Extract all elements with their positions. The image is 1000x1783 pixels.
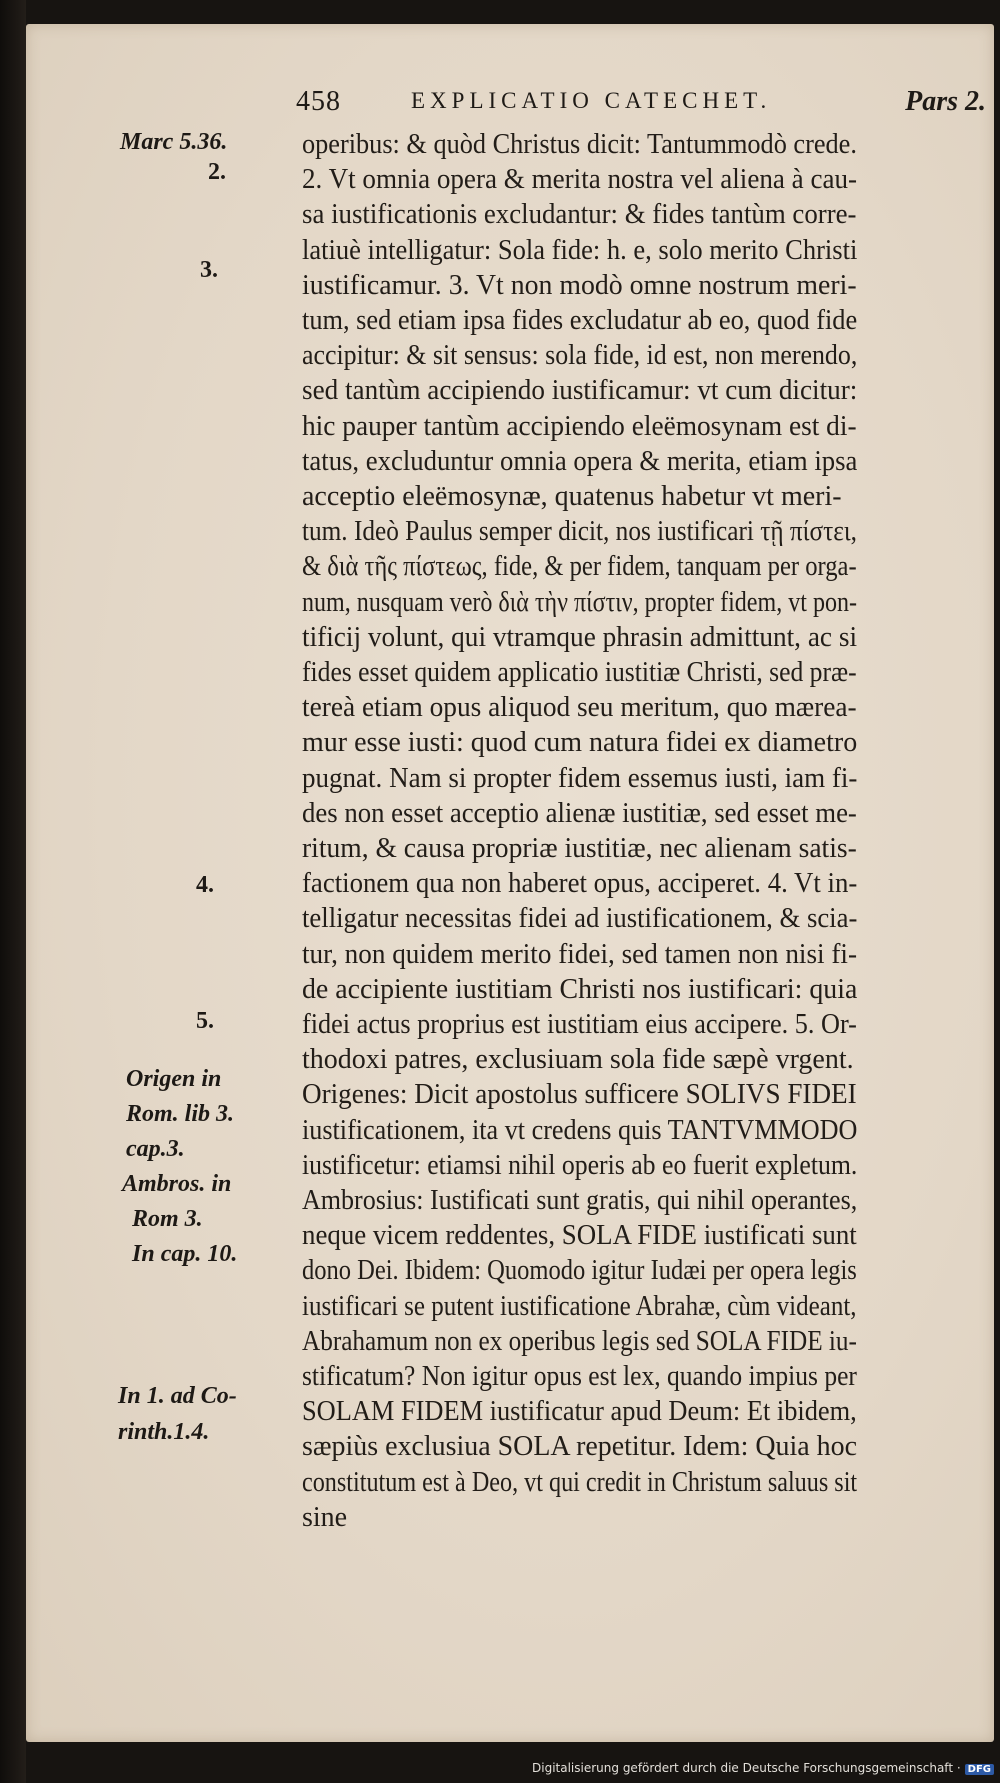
margin-note: cap.3. [126, 1136, 185, 1162]
text-line: Abrahamum non ex operibus legis sed SOLA FIDE iu- [302, 1325, 857, 1357]
text-line: neque vicem reddentes, SOLA FIDE iustificati sunt [302, 1220, 857, 1252]
text-line: stificatum? Non igitur opus est lex, quando impius per [302, 1361, 857, 1392]
text-line: tur, non quidem merito fidei, sed tamen non nisi fi- [302, 938, 858, 970]
margin-note: In cap. 10. [132, 1241, 238, 1267]
margin-note: Ambros. in [122, 1171, 232, 1197]
text-line: constitutum est à Deo, vt qui credit in Christum saluus sit [302, 1466, 858, 1498]
margin-note: Marc 5.36. [120, 129, 228, 155]
text-line: iustificetur: etiamsi nihil operis ab eo fuerit expletum. [302, 1149, 858, 1181]
margin-note: Rom. lib 3. [126, 1101, 235, 1127]
text-line: ritum, & causa propriæ iustitiæ, nec alienam satis- [302, 833, 857, 864]
text-line: thodoxi patres, exclusiuam sola fide sæpè vrgent. [302, 1044, 854, 1076]
text-line: Ambrosius: Iustificati sunt gratis, qui nihil operantes, [302, 1185, 858, 1216]
text-line: acceptio eleëmosynæ, quatenus habetur vt meri- [302, 481, 842, 512]
margin-note: rinth.1.4. [118, 1419, 210, 1445]
section-label: Pars 2. [905, 86, 986, 117]
text-line: Origenes: Dicit apostolus sufficere SOLIVS FIDEI [302, 1079, 857, 1111]
margin-note: 2. [208, 159, 226, 185]
text-line: tum, sed etiam ipsa fides excludatur ab eo, quod fide [302, 305, 858, 336]
text-line: & διὰ τῆς πίστεως, fide, & per fidem, tanquam per orga- [302, 551, 857, 583]
text-line: sine [302, 1501, 348, 1533]
digitization-credit [532, 1761, 994, 1775]
page-number: 458 [296, 86, 341, 117]
page-header [296, 86, 986, 126]
text-line: hic pauper tantùm accipiendo eleëmosynam est di- [302, 410, 857, 442]
text-line: operibus: & quòd Christus dicit: Tantummodò crede. [302, 129, 857, 160]
text-line: accipitur: & sit sensus: sola fide, id est, non merendo, [302, 340, 858, 372]
text-line: tificij volunt, qui vtramque phrasin admittunt, ac si [302, 621, 858, 653]
text-line: latiuè intelligatur: Sola fide: h. e, solo merito Christi [302, 234, 858, 266]
text-line: tereà etiam opus aliquod seu meritum, quo mærea- [302, 692, 857, 724]
text-line: tatus, excluduntur omnia opera & merita, etiam ipsa [302, 445, 858, 477]
text-line: telligatur necessitas fidei ad iustificationem, & scia- [302, 903, 858, 935]
text-line: sæpiùs exclusiua SOLA repetitur. Idem: Quia hoc [302, 1431, 858, 1463]
book-page [26, 24, 994, 1742]
text-line: num, nusquam verò διὰ τὴν πίστιν, propter fidem, vt pon- [302, 586, 858, 618]
credit-text: Digitalisierung gefördert durch die Deutsche Forschungsgemeinschaft · [532, 1761, 961, 1775]
text-line: fides esset quidem applicatio iustitiæ Christi, sed præ- [302, 657, 857, 688]
dfg-logo: DFG [965, 1764, 994, 1775]
text-line: dono Dei. Ibidem: Quomodo igitur Iudæi per opera legis [302, 1255, 857, 1287]
margin-note: 3. [200, 257, 218, 283]
text-line: factionem qua non haberet opus, acciperet. 4. Vt in- [302, 868, 858, 900]
text-line: iustificationem, ita vt credens quis TANTVMMODO [302, 1114, 858, 1146]
margin-note: Origen in [126, 1066, 222, 1092]
text-line: pugnat. Nam si propter fidem essemus iusti, iam fi- [302, 762, 858, 794]
margin-note: 4. [196, 872, 214, 898]
running-title: EXPLICATIO CATECHET. [411, 88, 772, 113]
text-line: iustificari se putent iustificatione Abrahæ, cùm videant, [302, 1290, 857, 1322]
text-line: 2. Vt omnia opera & merita nostra vel aliena à cau- [302, 164, 858, 196]
margin-note: In 1. ad Co- [118, 1383, 237, 1409]
text-line: sa iustificationis excludantur: & fides tantùm corre- [302, 199, 857, 231]
book-spine-shadow [0, 0, 26, 1783]
text-line: fidei actus proprius est iustitiam eius accipere. 5. Or- [302, 1009, 857, 1040]
text-line: iustificamur. 3. Vt non modò omne nostrum meri- [302, 269, 857, 301]
text-line: sed tantùm accipiendo iustificamur: vt cum dicitur: [302, 375, 858, 407]
text-line: de accipiente iustitiam Christi nos iustificari: quia [302, 973, 858, 1005]
text-line: tum. Ideò Paulus semper dicit, nos iustificari τῇ πίστει, [302, 516, 857, 548]
text-line: mur esse iusti: quod cum natura fidei ex diametro [302, 727, 858, 759]
margin-note: Rom 3. [132, 1206, 203, 1232]
text-line: des non esset acceptio alienæ iustitiæ, sed esset me- [302, 797, 857, 829]
margin-note: 5. [196, 1008, 214, 1034]
text-line: SOLAM FIDEM iustificatur apud Deum: Et ibidem, [302, 1396, 857, 1428]
